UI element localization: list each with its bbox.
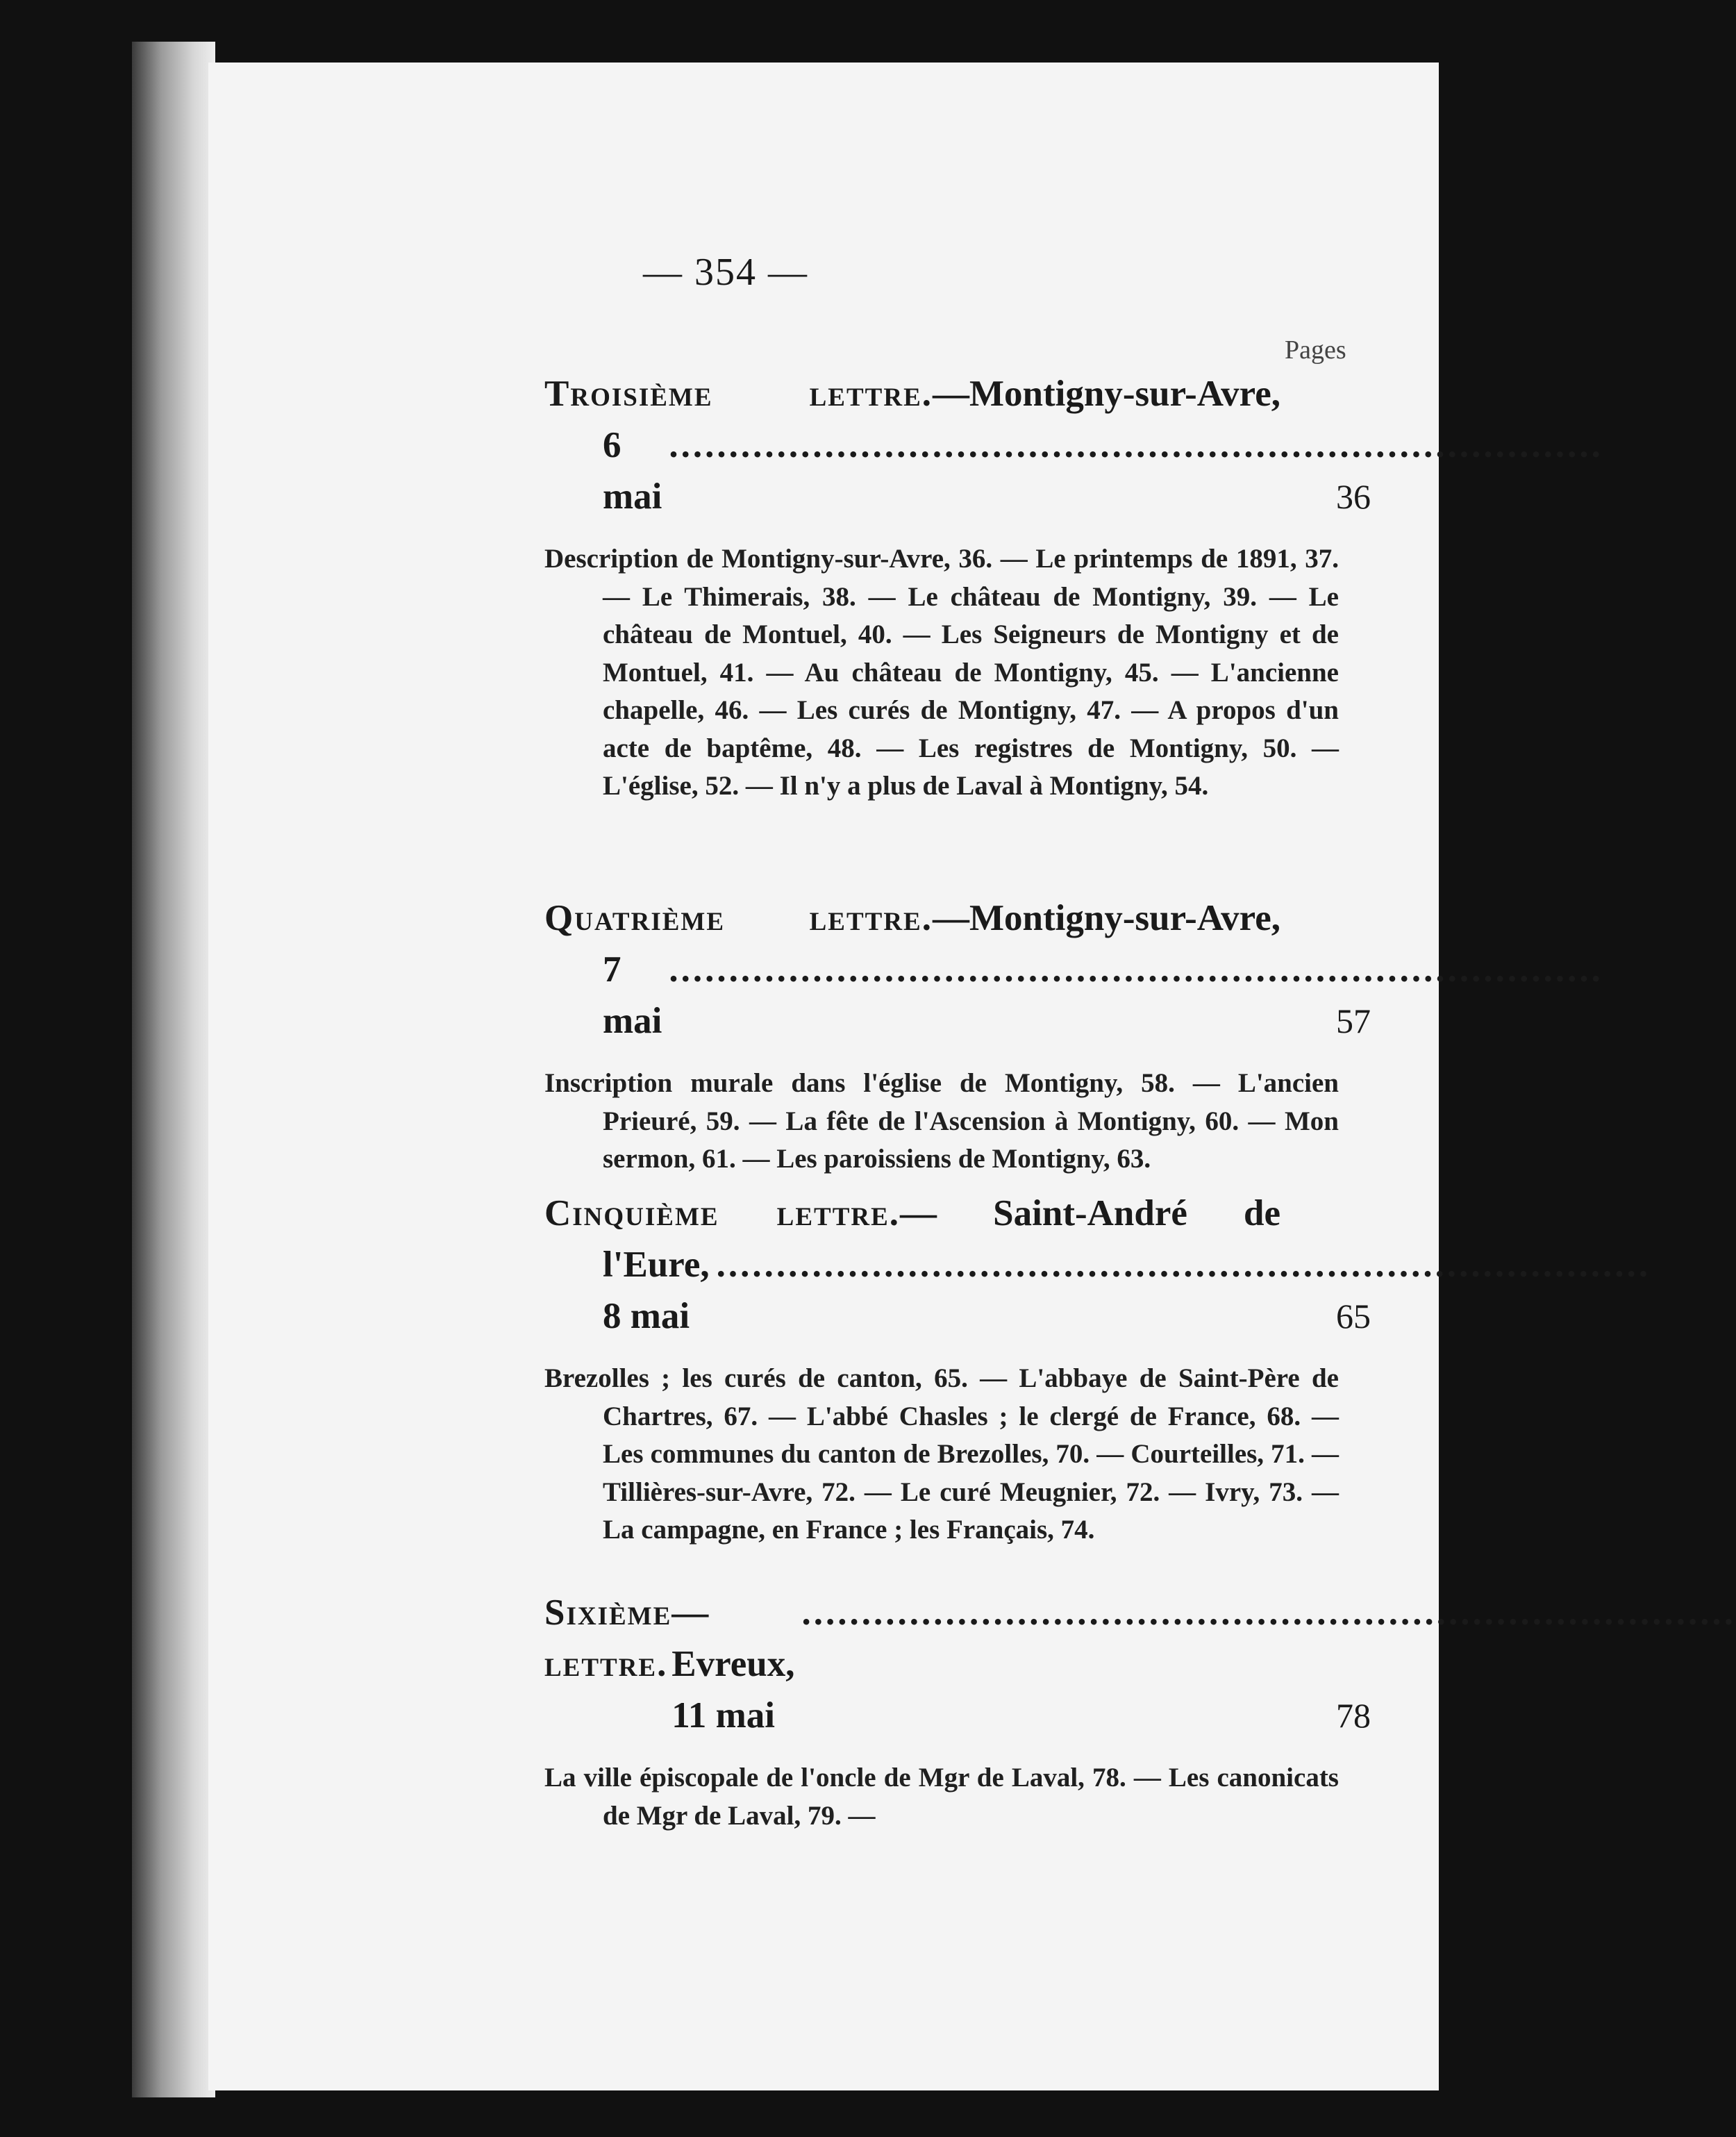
entry-heading	[544, 368, 1603, 522]
letter-title: Troisième lettre.	[544, 374, 933, 414]
letter-place: —Montigny-sur-Avre,	[933, 374, 1280, 414]
letter-place: — Saint-André de	[900, 1193, 1280, 1233]
entry-description: Inscription murale dans l'église de Montigny, 58. — L'ancien Prieuré, 59. — La fête de l'Ascension à Montigny, 60. — Mon sermon, 61. — Les paroissiens de Montigny, 63.	[544, 1068, 1339, 1174]
toc-entry-sixieme	[544, 1587, 1736, 1835]
entry-description: Brezolles ; les curés de canton, 65. — L'abbaye de Saint-Père de Chartres, 67. — L'abbé Chasles ; le clergé de France, 68. — Les communes du canton de Brezolles, 70. — Courteilles, 71. — Tillières-sur-Avre, 72. — Le curé Meugnier, 72. — Ivry, 73. — La campagne, en France ; les Français, 74.	[544, 1363, 1339, 1545]
entry-heading	[544, 892, 1603, 1047]
leader-dots: ..............................................................................	[669, 425, 1603, 465]
entry-page-number: 36	[1336, 477, 1371, 516]
entry-description: La ville épiscopale de l'oncle de Mgr de Laval, 78. — Les canonicats de Mgr de Laval, 79. —	[544, 1763, 1339, 1831]
entry-heading	[544, 1587, 1736, 1741]
letter-place: —Montigny-sur-Avre,	[933, 898, 1280, 938]
toc-entry-cinquieme	[544, 1188, 1651, 1549]
entry-page-number: 65	[1336, 1297, 1371, 1336]
leader-dots: ..............................................................................	[669, 949, 1603, 990]
leader-dots: ..............................................................................	[801, 1593, 1736, 1633]
book-page	[208, 63, 1736, 2090]
letter-date: 6 mai	[603, 425, 662, 517]
toc-entry-quatrieme	[544, 892, 1603, 1179]
entry-description: Description de Montigny-sur-Avre, 36. — Le printemps de 1891, 37. — Le Thimerais, 38. — Le château de Montigny, 39. — Le château de Montuel, 40. — Les Seigneurs de Montigny et de Montuel, 41. — Au château de Montigny, 45. — L'ancienne chapelle, 46. — Les curés de Montigny, 47. — A propos d'un acte de baptême, 48. — Les registres de Montigny, 50. — L'église, 52. — Il n'y a plus de Laval à Montigny, 54.	[544, 544, 1339, 801]
leader-dots: ..............................................................................	[716, 1245, 1651, 1285]
entry-page-number: 78	[1336, 1696, 1371, 1735]
letter-title: Cinquième lettre.	[544, 1193, 901, 1233]
entry-heading	[544, 1188, 1651, 1342]
letter-date: 7 mai	[603, 949, 662, 1041]
letter-date: l'Eure, 8 mai	[603, 1245, 710, 1336]
entry-page-number: 57	[1336, 1001, 1371, 1040]
scan-page-edge	[132, 42, 215, 2097]
pages-column-label: Pages	[1285, 335, 1346, 365]
page-number: — 354 —	[643, 251, 808, 294]
letter-title: Sixième lettre.	[544, 1593, 672, 1684]
toc-entry-troisieme	[544, 368, 1603, 806]
letter-place: — Evreux, 11 mai	[671, 1593, 795, 1736]
letter-title: Quatrième lettre.	[544, 898, 933, 938]
